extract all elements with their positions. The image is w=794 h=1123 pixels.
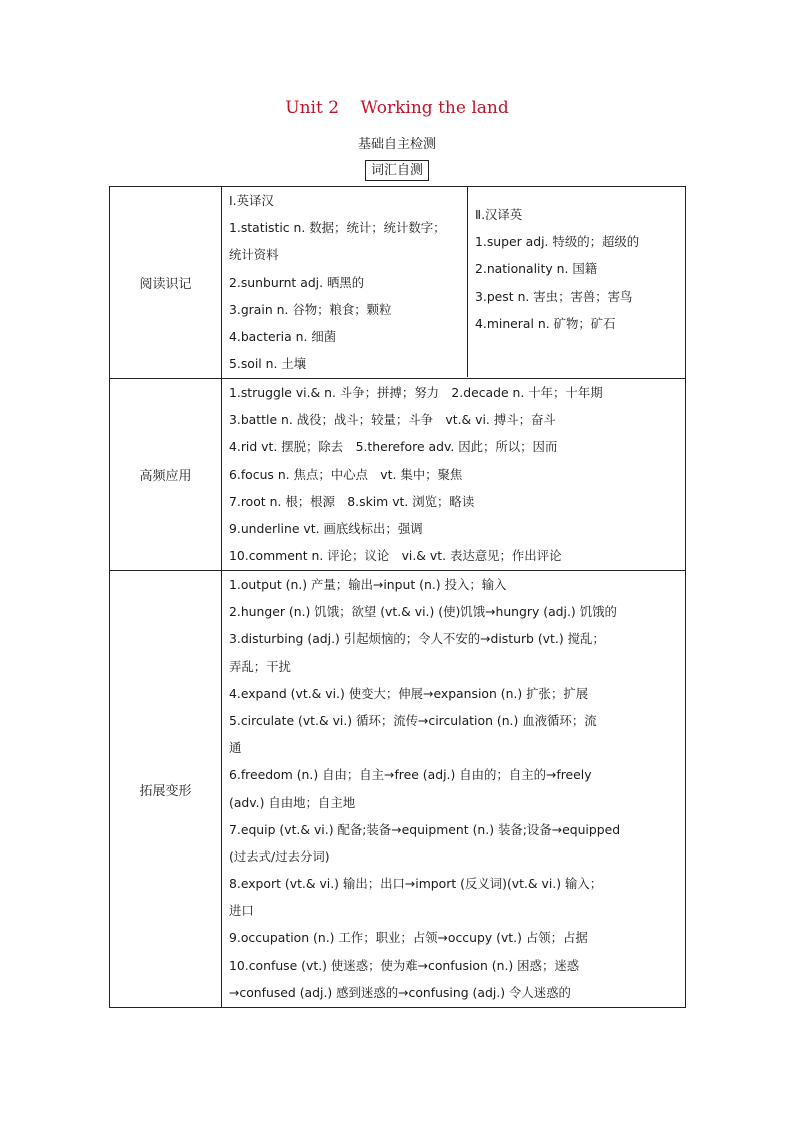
vocab-line: 3.battle n. 战役；战斗；较量；斗争 vt.& vi. 搏斗；奋斗: [229, 412, 556, 428]
vocab-line: 9.occupation (n.) 工作；职业；占领→occupy (vt.) 占领；占据: [229, 930, 588, 946]
vocab-line: 2.hunger (n.) 饥饿；欲望 (vt.& vi.) (使)饥饿→hungry (adj.) 饥饿的: [229, 604, 617, 620]
unit-title: [0, 98, 794, 118]
vocab-line: 弄乱；干扰: [229, 658, 291, 674]
vocab-line: 1.struggle vi.& n. 斗争；拼搏；努力 2.decade n. 十年；十年期: [229, 385, 603, 400]
vocab-line: 4.expand (vt.& vi.) 使变大；伸展→expansion (n.) 扩张；扩展: [229, 685, 589, 701]
vocab-line: →confused (adj.) 感到迷惑的→confusing (adj.) 令人迷惑的: [229, 984, 571, 1000]
vocabulary-table: [109, 186, 686, 1008]
vocab-line: 通: [229, 740, 242, 756]
unit-name: Working the land: [360, 98, 509, 118]
vocab-line: 3.disturbing (adj.) 引起烦恼的；令人不安的→disturb (vt.) 搅乱；: [229, 631, 605, 647]
section-heading: Ⅱ.汉译英: [475, 207, 523, 222]
vocab-line: 4.mineral n. 矿物；矿石: [475, 315, 616, 331]
vocab-line: 8.export (vt.& vi.) 输出；出口→import (反义词)(vt.& vi.) 输入；: [229, 876, 603, 892]
vocab-line: 进口: [229, 903, 254, 919]
vocab-line: 2.sunburnt adj. 晒黑的: [229, 274, 365, 290]
section-subtitle: 基础自主检测: [357, 137, 436, 152]
table-row: [110, 571, 686, 1008]
vocab-line: 6.freedom (n.) 自由；自主→free (adj.) 自由的；自主的→freely: [229, 767, 592, 783]
table-row: [110, 187, 686, 379]
vocab-line: 5.soil n. 土壤: [229, 356, 307, 372]
table-row: [110, 379, 686, 571]
vocab-line: 2.nationality n. 国籍: [475, 261, 598, 277]
vocab-line: (adv.) 自由地；自主地: [229, 794, 356, 810]
vocab-line: 9.underline vt. 画底线标出；强调: [229, 520, 423, 536]
vocab-line: 4.rid vt. 摆脱；除去 5.therefore adv. 因此；所以；因而: [229, 439, 558, 455]
en-to-cn-section: [222, 187, 468, 377]
vocab-line: 7.root n. 根；根源 8.skim vt. 浏览；略读: [229, 493, 475, 509]
vocab-line: 7.equip (vt.& vi.) 配备;装备→equipment (n.) 装备;设备→equipped: [229, 821, 621, 837]
vocab-line: 3.grain n. 谷物；粮食；颗粒: [229, 301, 392, 317]
vocab-line: 1.super adj. 特级的；超级的: [475, 234, 640, 250]
unit-number: Unit 2: [285, 98, 340, 118]
vocab-line: (过去式/过去分词): [229, 848, 330, 864]
category-cell: 拓展变形: [110, 571, 222, 1008]
category-cell: 阅读识记: [110, 187, 222, 379]
vocab-line: 3.pest n. 害虫；害兽；害鸟: [475, 288, 633, 304]
cn-to-en-section: [468, 187, 685, 377]
vocab-line: 10.comment n. 评论；议论 vi.& vt. 表达意见；作出评论: [229, 548, 562, 564]
vocab-line: 10.confuse (vt.) 使迷惑；使为难→confusion (n.) 困惑；迷惑: [229, 957, 580, 973]
section-heading: Ⅰ.英译汉: [229, 193, 274, 208]
vocab-line: 1.output (n.) 产量；输出→input (n.) 投入；输入: [229, 577, 507, 592]
vocab-line: 5.circulate (vt.& vi.) 循环；流传→circulation (n.) 血液循环；流: [229, 712, 597, 728]
vocab-line: 统计资料: [229, 247, 279, 263]
vocab-line: 4.bacteria n. 细菌: [229, 328, 337, 344]
vocab-line: 6.focus n. 焦点；中心点 vt. 集中；聚焦: [229, 466, 463, 482]
category-cell: 高频应用: [110, 379, 222, 571]
section-label: 词汇自测: [365, 160, 429, 181]
vocab-line: 1.statistic n. 数据；统计；统计数字；: [229, 220, 446, 236]
